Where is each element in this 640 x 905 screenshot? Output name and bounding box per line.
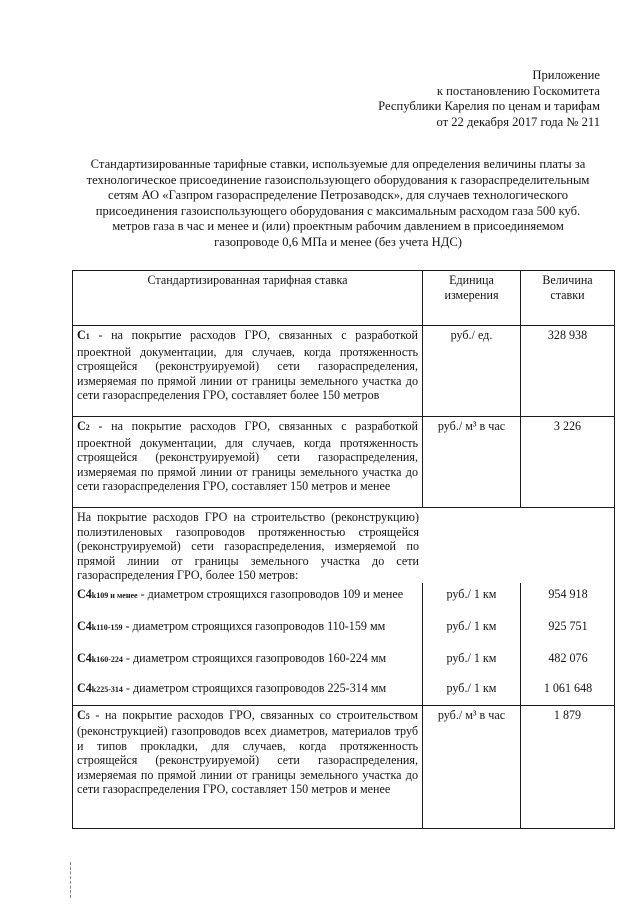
rate-code-number: 4	[85, 586, 92, 601]
document-title	[64, 157, 612, 251]
appendix-header	[378, 68, 600, 130]
c4-item-value: 954 918	[548, 586, 588, 601]
c4-item-description	[73, 613, 423, 641]
rate-code-number: 4	[85, 618, 92, 633]
c4-item-unit: руб./ 1 км	[423, 671, 521, 705]
rate-text: - на покрытие расходов ГРО, связанных со строительством (реконструкцией) газопроводов всех диаметров, материалов труб и типов прокладки, для случаев, когда протяженность строящейся (реконструируемой) сети газораспределения, измеряемая по прямой линии от границы земельного участка до сети газораспределения ГРО, составляет 150 метров и менее	[77, 707, 418, 796]
title-line: технологическое присоединение газоиспользующего оборудования к газораспределительным	[86, 172, 590, 187]
rate-description	[73, 417, 423, 508]
rate-unit: руб./ м³ в час	[423, 705, 521, 828]
table-header-row	[73, 271, 615, 326]
scan-margin-mark	[70, 862, 72, 898]
appendix-line: Республики Карелия по ценам и тарифам	[378, 99, 600, 114]
rate-code-subscript: 1	[85, 332, 90, 341]
rate-text: - на покрытие расходов ГРО, связанных с разработкой проектной документации, для случаев, когда протяженность строящейся (реконструируемой) сети газораспределения, измеряемая по прямой линии от границы земельного участка до сети газораспределения ГРО, составляет 150 метров и менее	[77, 419, 418, 493]
header-rate-label: Стандартизированная тарифная ставка	[147, 273, 348, 287]
table-row	[73, 417, 615, 508]
rate-unit: руб./ ед.	[423, 326, 521, 417]
rate-code-subscript: 5	[85, 711, 90, 721]
header-value-label: Величина ставки	[542, 273, 593, 302]
rate-code: С	[77, 650, 86, 665]
tariff-table	[72, 270, 615, 829]
rate-text: - диаметром строящихся газопроводов 160-224 мм	[122, 650, 387, 665]
rate-code-subscript: k225-314	[91, 684, 123, 694]
appendix-line: от 22 декабря 2017 года № 211	[436, 114, 600, 129]
header-value	[521, 271, 615, 326]
rate-code-subscript: k160-224	[91, 654, 123, 664]
table-row	[73, 705, 615, 828]
c4-item-unit: руб./ 1 км	[423, 583, 521, 613]
rate-code: С	[77, 707, 86, 722]
rate-code-subscript: k110-159	[91, 622, 123, 632]
table-row	[73, 326, 615, 417]
rate-code: С	[77, 419, 86, 433]
header-rate	[73, 271, 423, 326]
title-line: метров газа в час и менее и (или) проектным рабочим давлением в присоединяемом	[112, 219, 564, 234]
header-unit-label: Единица измерения	[444, 273, 499, 302]
rate-text: - диаметром строящихся газопроводов 110-159 мм	[122, 618, 386, 633]
c4-item-description	[73, 583, 423, 613]
rate-unit: руб./ м³ в час	[423, 417, 521, 508]
rate-code-subscript: k109 и менее	[91, 590, 138, 600]
title-line: присоединения газоиспользующего оборудования с максимальным расходом газа 500 куб.	[95, 203, 581, 218]
rate-value: 328 938	[521, 326, 615, 417]
c4-item-unit: руб./ 1 км	[423, 641, 521, 671]
rate-code: С	[77, 328, 86, 342]
title-line: сетям АО «Газпром газораспределение Петрозаводск», для случаев технологического	[107, 188, 569, 203]
c4-items	[73, 583, 614, 705]
table-row	[73, 508, 615, 706]
appendix-line: к постановлению Госкомитета	[436, 83, 600, 98]
title-line: Стандартизированные тарифные ставки, используемые для определения величины платы за	[90, 157, 586, 171]
c4-group	[73, 508, 615, 706]
rate-text: - диаметром строящихся газопроводов 225-314 мм	[122, 680, 387, 695]
title-line: газопроводе 0,6 МПа и менее (без учета НДС)	[214, 234, 462, 249]
c4-intro: На покрытие расходов ГРО на строительство (реконструкцию) полиэтиленовых газопроводов протяженностью строящейся (реконструируемой) сети газораспределения, измеряемой по прямой линии от границы земельного участка до сети газораспределения ГРО, более 150 метров:	[77, 510, 419, 582]
rate-value: 3 226	[521, 417, 615, 508]
appendix-line: Приложение	[532, 68, 600, 82]
rate-description	[73, 326, 423, 417]
rate-text: - диаметром строящихся газопроводов 109 и менее	[137, 586, 404, 601]
rate-code-number: 4	[85, 650, 92, 665]
rate-code-number: 4	[85, 680, 92, 695]
c4-item-description	[73, 641, 423, 671]
header-unit	[423, 271, 521, 326]
c4-item-value: 1 061 648	[543, 680, 593, 695]
c4-item-value: 925 751	[548, 618, 588, 633]
rate-text: - на покрытие расходов ГРО, связанных с разработкой проектной документации, для случаев, когда протяженность строящейся (реконструируемой) сети газораспределения, измеряемая по прямой линии от границы земельного участка до сети газораспределения ГРО, составляет более 150 метров	[77, 328, 418, 402]
c4-item-value: 482 076	[548, 650, 588, 665]
rate-description	[73, 705, 423, 828]
c4-item-description	[73, 671, 423, 705]
rate-code: С	[77, 680, 86, 695]
rate-code-subscript: 2	[85, 423, 90, 432]
rate-code: С	[77, 618, 86, 633]
rate-code: С	[77, 586, 86, 601]
c4-item-unit: руб./ 1 км	[423, 613, 521, 641]
rate-value: 1 879	[521, 705, 615, 828]
